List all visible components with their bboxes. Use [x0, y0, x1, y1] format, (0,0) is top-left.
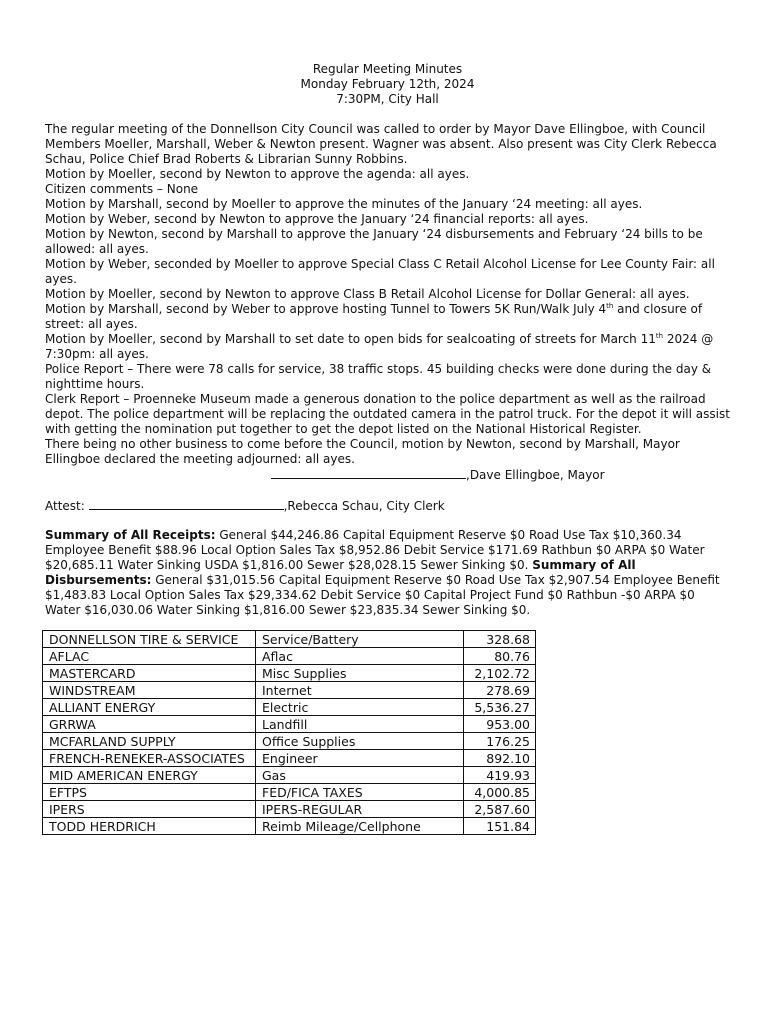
disbursements-label: Summary of All Disbursements:	[45, 558, 636, 587]
signature-underline	[89, 498, 284, 510]
vendor-cell: EFTPS	[43, 784, 256, 801]
motion-disbursements: Motion by Newton, second by Marshall to approve the January ‘24 disbursements and February ‘24 bills to be allowed: all ayes.	[45, 227, 703, 256]
description-cell: Reimb Mileage/Cellphone	[256, 818, 464, 835]
motion-agenda: Motion by Moeller, second by Newton to approve the agenda: all ayes.	[45, 167, 470, 181]
motion-class-b-license: Motion by Moeller, second by Newton to approve Class B Retail Alcohol License for Dollar General: all ayes.	[45, 287, 690, 301]
document-title: Regular Meeting Minutes	[312, 62, 463, 76]
receipts-label: Summary of All Receipts:	[45, 528, 216, 542]
vendor-cell: MASTERCARD	[43, 665, 256, 682]
vendor-cell: TODD HERDRICH	[43, 818, 256, 835]
vendor-cell: MID AMERICAN ENERGY	[43, 767, 256, 784]
description-cell: Gas	[256, 767, 464, 784]
motion-minutes: Motion by Marshall, second by Moeller to approve the minutes of the January ‘24 meeting: all ayes.	[45, 197, 643, 211]
amount-cell: 151.84	[464, 818, 536, 835]
table-row	[43, 631, 536, 648]
table-row	[43, 767, 536, 784]
vendor-cell: DONNELLSON TIRE & SERVICE	[43, 631, 256, 648]
amount-cell: 176.25	[464, 733, 536, 750]
description-cell: Office Supplies	[256, 733, 464, 750]
vendor-cell: GRRWA	[43, 716, 256, 733]
table-row	[43, 733, 536, 750]
motion-tunnel-to-towers: Motion by Marshall, second by Weber to approve hosting Tunnel to Towers 5K Run/Walk July 4th and closure of street: all ayes.	[45, 302, 703, 331]
motion-financial-reports: Motion by Weber, second by Newton to approve the January ‘24 financial reports: all ayes.	[45, 212, 589, 226]
clerk-report: Clerk Report – Proenneke Museum made a generous donation to the police department as well as the railroad depot. The police department will be replacing the outdated camera in the patrol truck. For the depot it will assist with getting the nomination put together to get the depot listed on the National Historical Register.	[45, 392, 730, 436]
vendor-cell: IPERS	[43, 801, 256, 818]
table-row	[43, 665, 536, 682]
vendor-cell: MCFARLAND SUPPLY	[43, 733, 256, 750]
description-cell: Aflac	[256, 648, 464, 665]
amount-cell: 892.10	[464, 750, 536, 767]
adjournment: There being no other business to come before the Council, motion by Newton, second by Marshall, Mayor Ellingboe declared the meeting adjourned: all ayes.	[45, 437, 680, 466]
call-to-order-paragraph: The regular meeting of the Donnellson City Council was called to order by Mayor Dave Ellingboe, with Council Members Moeller, Marshall, Weber & Newton present. Wagner was absent. Also present was City Clerk Rebecca Schau, Police Chief Brad Roberts & Librarian Sunny Robbins.	[45, 122, 717, 166]
attest-label: Attest:	[45, 499, 89, 513]
amount-cell: 328.68	[464, 631, 536, 648]
attest-signature-line: Attest: ,Rebecca Schau, City Clerk	[45, 499, 445, 513]
table-row	[43, 801, 536, 818]
table-row	[43, 716, 536, 733]
receipts-text: General $44,246.86 Capital Equipment Reserve $0 Road Use Tax $10,360.34 Employee Benefit $88.96 Local Option Sales Tax $8,952.86 Debit Service $171.69 Rathbun $0 ARPA $0 Water $20,685.11 Water Sinking USDA $1,816.00 Sewer $28,028.15 Sewer Sinking $0.	[45, 528, 705, 572]
meeting-time-place: 7:30PM, City Hall	[336, 92, 439, 106]
description-cell: FED/FICA TAXES	[256, 784, 464, 801]
vendor-cell: FRENCH-RENEKER-ASSOCIATES	[43, 750, 256, 767]
motion-class-c-license: Motion by Weber, seconded by Moeller to approve Special Class C Retail Alcohol License for Lee County Fair: all ayes.	[45, 257, 715, 286]
amount-cell: 953.00	[464, 716, 536, 733]
amount-cell: 2,587.60	[464, 801, 536, 818]
mayor-signature-line: ,Dave Ellingboe, Mayor	[45, 467, 730, 483]
motion-sealcoating-bids: Motion by Moeller, second by Marshall to set date to open bids for sealcoating of streets for March 11th 2024 @ 7:30pm: all ayes.	[45, 332, 714, 361]
description-cell: Service/Battery	[256, 631, 464, 648]
table-row	[43, 818, 536, 835]
minutes-body	[45, 122, 730, 483]
description-cell: Engineer	[256, 750, 464, 767]
description-cell: Electric	[256, 699, 464, 716]
minutes-document	[45, 62, 730, 835]
financial-summary	[45, 528, 730, 618]
signature-underline	[271, 467, 466, 479]
description-cell: IPERS-REGULAR	[256, 801, 464, 818]
table-row	[43, 784, 536, 801]
citizen-comments: Citizen comments – None	[45, 182, 199, 196]
amount-cell: 4,000.85	[464, 784, 536, 801]
table-row	[43, 648, 536, 665]
meeting-date: Monday February 12th, 2024	[300, 77, 475, 91]
vendor-cell: WINDSTREAM	[43, 682, 256, 699]
table-row	[43, 682, 536, 699]
document-header	[45, 62, 730, 107]
vendor-cell: ALLIANT ENERGY	[43, 699, 256, 716]
amount-cell: 5,536.27	[464, 699, 536, 716]
table-row	[43, 699, 536, 716]
description-cell: Landfill	[256, 716, 464, 733]
vendor-cell: AFLAC	[43, 648, 256, 665]
amount-cell: 419.93	[464, 767, 536, 784]
disbursements-text: General $31,015.56 Capital Equipment Reserve $0 Road Use Tax $2,907.54 Employee Benefit $1,483.83 Local Option Sales Tax $29,334.62 Debit Service $0 Capital Project Fund $0 Rathbun -$0 ARPA $0 Water $16,030.06 Water Sinking $1,816.00 Sewer $23,835.34 Sewer Sinking $0.	[45, 573, 720, 617]
amount-cell: 2,102.72	[464, 665, 536, 682]
amount-cell: 278.69	[464, 682, 536, 699]
bills-table	[42, 630, 536, 835]
table-row	[43, 750, 536, 767]
description-cell: Misc Supplies	[256, 665, 464, 682]
description-cell: Internet	[256, 682, 464, 699]
police-report: Police Report – There were 78 calls for service, 38 traffic stops. 45 building checks were done during the day & nighttime hours.	[45, 362, 712, 391]
amount-cell: 80.76	[464, 648, 536, 665]
